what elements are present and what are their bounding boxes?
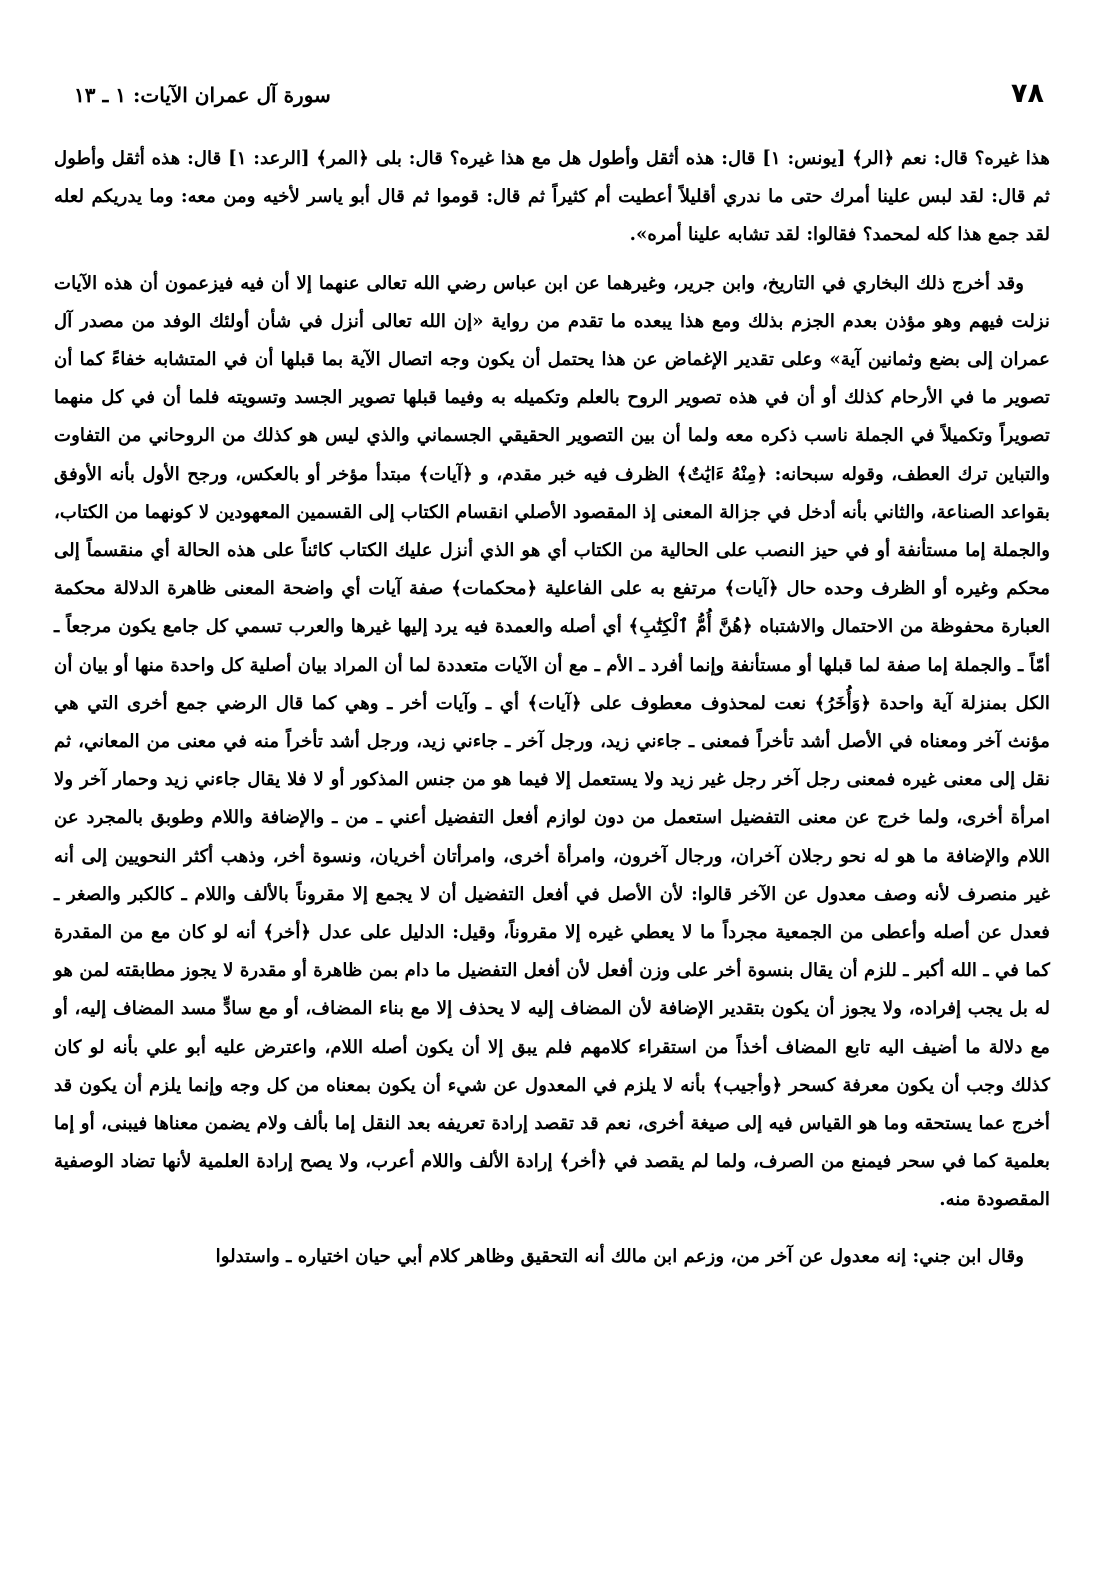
page-number: ٧٨ <box>1011 78 1044 109</box>
paragraph-commentary: وقد أخرج ذلك البخاري في التاريخ، وابن جرير، وغيرهما عن ابن عباس رضي الله تعالى عنهما إلا أن فيه فيزعمون أن هذه الآيات نزلت فيهم وهو مؤذن بعدم الجزم بذلك ومع هذا يبعده ما تقدم من رواية «إن الله تعالى أنزل في شأن أولئك الوفد من مصدر آل عمران إلى بضع وثمانين آية» وعلى تقدير الإغماض عن هذا يحتمل أن يكون وجه اتصال الآية بما قبلها أن في المتشابه خفاءً كما أن تصوير ما في الأرحام كذلك أو أن في هذه تصوير الروح بالعلم وتكميله به وفيما قبلها تصوير الجسد وتسويته فلما أن في كل منهما تصويراً وتكميلاً في الجملة ناسب ذكره معه ولما أن بين التصوير الحقيقي الجسماني والذي ليس هو كذلك من الروحاني من التفاوت والتباين ترك العطف، وقوله سبحانه: ﴿مِنْهُ ءَايَٰتٌ﴾ الظرف فيه خبر مقدم، و ﴿آيات﴾ مبتدأ مؤخر أو بالعكس، ورجح الأول بأنه الأوفق بقواعد الصناعة، والثاني بأنه أدخل في جزالة المعنى إذ المقصود الأصلي انقسام الكتاب إلى القسمين المعهودين لا كونهما من الكتاب، والجملة إما مستأنفة أو في حيز النصب على الحالية من الكتاب أي هو الذي أنزل عليك الكتاب كائناً على هذه الحالة أي منقسماً إلى محكم وغيره أو الظرف وحده حال ﴿آيات﴾ مرتفع به على الفاعلية ﴿محكمات﴾ صفة آيات أي واضحة المعنى ظاهرة الدلالة محكمة العبارة محفوظة من الاحتمال والاشتباه ﴿هُنَّ أُمُّ ٱلْكِتَٰبِ﴾ أي أصله والعمدة فيه يرد إليها غيرها والعرب تسمي كل جامع يكون مرجعاً ـ أمّاً ـ والجملة إما صفة لما قبلها أو مستأنفة وإنما أفرد ـ الأم ـ مع أن الآيات متعددة لما أن المراد بيان أصلية كل واحدة منها أو بيان أن الكل بمنزلة آية واحدة ﴿وَأُخَرُ﴾ نعت لمحذوف معطوف على ﴿آيات﴾ أي ـ وآيات أخر ـ وهي كما قال الرضي جمع أخرى التي هي مؤنث آخر ومعناه في الأصل أشد تأخراً فمعنى ـ جاءني زيد، ورجل آخر ـ جاءني زيد، ورجل أشد تأخراً منه في معنى من المعاني، ثم نقل إلى معنى غيره فمعنى رجل آخر رجل غير زيد ولا يستعمل إلا فيما هو من جنس المذكور أو لا فلا يقال جاءني زيد وحمار آخر ولا امرأة أخرى، ولما خرج عن معنى التفضيل استعمل من دون لوازم أفعل التفضيل أعني ـ من ـ والإضافة واللام وطوبق بالمجرد عن اللام والإضافة ما هو له نحو رجلان آخران، ورجال آخرون، وامرأة أخرى، وامرأتان أخريان، ونسوة أخر، وذهب أكثر النحويين إلى أنه غير منصرف لأنه وصف معدول عن الآخر قالوا: لأن الأصل في أفعل التفضيل أن لا يجمع إلا مقروناً بالألف واللام ـ كالكبر والصغر ـ فعدل عن أصله وأعطى من الجمعية مجرداً ما لا يعطي غيره إلا مقروناً، وقيل: الدليل على عدل ﴿أخر﴾ أنه لو كان مع من المقدرة كما في ـ الله أكبر ـ للزم أن يقال بنسوة أخر على وزن أفعل لأن أفعل التفضيل ما دام بمن ظاهرة أو مقدرة لا يجوز مطابقته لمن هو له بل يجب إفراده، ولا يجوز أن يكون بتقدير الإضافة لأن المضاف إليه لا يحذف إلا مع بناء المضاف، أو مع سادٍّ مسد المضاف إليه، أو مع دلالة ما أضيف اليه تابع المضاف أخذاً من استقراء كلامهم فلم يبق إلا أن يكون أصله اللام، واعترض عليه أبو علي بأنه لو كان كذلك وجب أن يكون معرفة كسحر ﴿وأجيب﴾ بأنه لا يلزم في المعدول عن شيء أن يكون بمعناه من كل وجه وإنما يلزم أن يكون قد أخرج عما يستحقه وما هو القياس فيه إلى صيغة أخرى، نعم قد تقصد إرادة تعريفه بعد النقل إما بألف ولام يضمن معناها فيبنى، أو إما بعلمية كما في سحر فيمنع من الصرف، ولما لم يقصد في ﴿أخر﴾ إرادة الألف واللام أعرب، ولا يصح إرادة العلمية لأنها تضاد الوصفية المقصودة منه. <box>54 272 1050 1211</box>
paragraph-hadith-continuation: هذا غيره؟ قال: نعم ﴿الر﴾ [يونس: ١] قال: هذه أثقل وأطول هل مع هذا غيره؟ قال: بلى ﴿المر﴾ [الرعد: ١] قال: هذه أثقل وأطول ثم قال: لقد لبس علينا أمرك حتى ما ندري أقليلاً أعطيت أم كثيراً ثم قال: قوموا ثم قال أبو ياسر لأخيه ومن معه: وما يدريكم لعله لقد جمع هذا كله لمحمد؟ فقالوا: لقد تشابه علينا أمره». <box>54 148 1050 246</box>
running-head: سورة آل عمران الآيات: ١ ـ ١٣ <box>74 83 331 107</box>
paragraph-ibn-jinni: وقال ابن جني: إنه معدول عن آخر من، وزعم ابن مالك أنه التحقيق وظاهر كلام أبي حيان اختياره ـ واستدلوا <box>215 1245 1024 1267</box>
page-header <box>54 78 1050 136</box>
book-page <box>54 78 1050 1276</box>
